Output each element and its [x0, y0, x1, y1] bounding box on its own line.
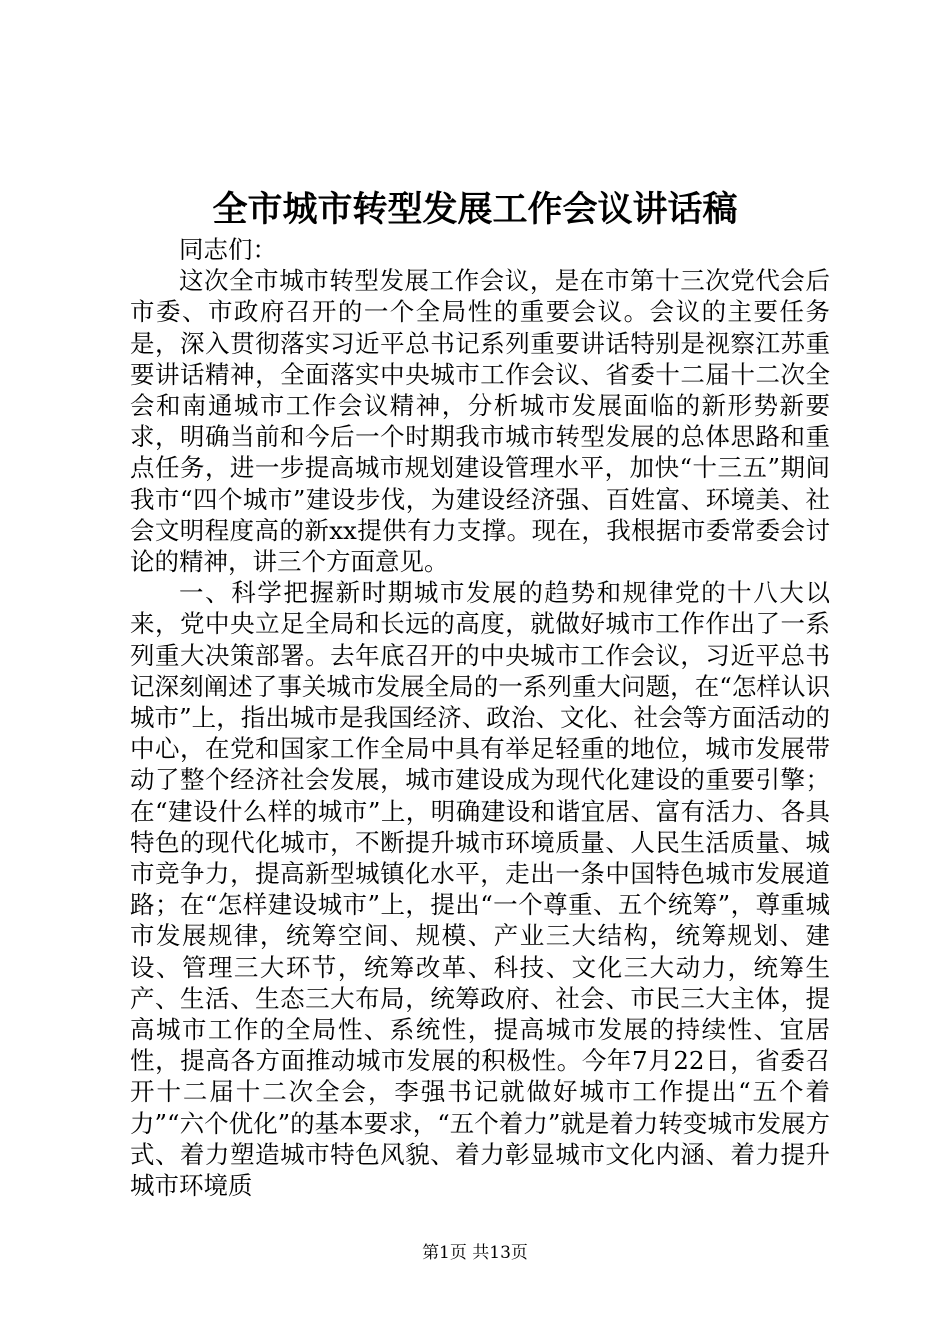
paragraph-section-one: 一、科学把握新时期城市发展的趋势和规律党的十八大以来，党中央立足全局和长远的高度，就做好城市工作作出了一系列重大决策部署。去年底召开的中央城市工作会议，习近平总书记深刻阐述了事关城市发展全局的一系列重大问题，在“怎样认识城市”上，指出城市是我国经济、政治、文化、社会等方面活动的中心，在党和国家工作全局中具有举足轻重的地位，城市发展带动了整个经济社会发展，城市建设成为现代化建设的重要引擎；在“建设什么样的城市”上，明确建设和谐宜居、富有活力、各具特色的现代化城市，不断提升城市环境质量、人民生活质量、城市竞争力，提高新型城镇化水平，走出一条中国特色城市发展道路；在“怎样建设城市”上，提出“一个尊重、五个统筹”，尊重城市发展规律，统筹空间、规模、产业三大结构，统筹规划、建设、管理三大环节，统筹改革、科技、文化三大动力，统筹生产、生活、生态三大布局，统筹政府、社会、市民三大主体，提高城市工作的全局性、系统性，提高城市发展的持续性、宜居性，提高各方面推动城市发展的积极性。今年7月22日，省委召开十二届十二次全会，李强书记就做好城市工作提出“五个着力”“六个优化”的基本要求，“五个着力”就是着力转变城市发展方式、着力塑造城市特色风貌、着力彰显城市文化内涵、着力提升城市环境质: [130, 578, 830, 1201]
document-title: 全市城市转型发展工作会议讲话稿: [212, 189, 738, 230]
page-number-footer: 第1页 共13页: [422, 1243, 528, 1263]
paragraph-intro: 这次全市城市转型发展工作会议，是在市第十三次党代会后市委、市政府召开的一个全局性的重要会议。会议的主要任务是，深入贯彻落实习近平总书记系列重要讲话特别是视察江苏重要讲话精神，全面落实中央城市工作会议、省委十二届十二次全会和南通城市工作会议精神，分析城市发展面临的新形势新要求，明确当前和今后一个时期我市城市转型发展的总体思路和重点任务，进一步提高城市规划建设管理水平，加快“十三五”期间我市“四个城市”建设步伐，为建设经济强、百姓富、环境美、社会文明程度高的新xx提供有力支撑。现在，我根据市委常委会讨论的精神，讲三个方面意见。: [130, 266, 830, 577]
salutation: 同志们：: [179, 235, 277, 264]
document-body: [130, 234, 830, 1201]
